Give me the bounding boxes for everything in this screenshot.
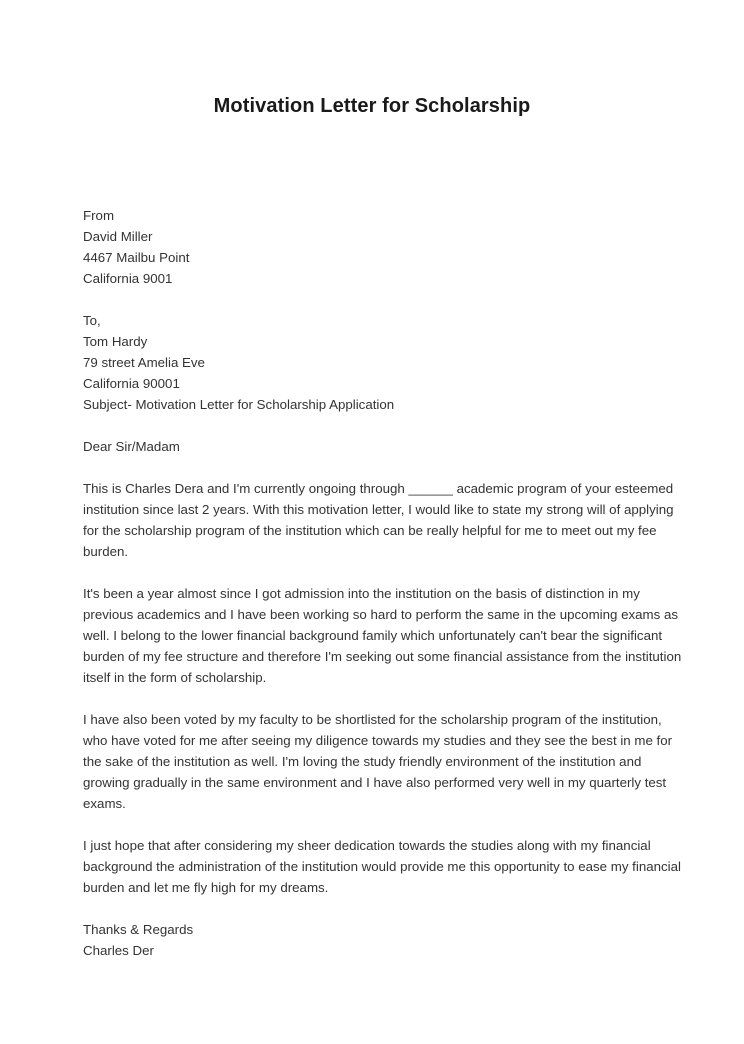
letter-body (83, 205, 685, 961)
recipient-street: 79 street Amelia Eve (83, 355, 205, 370)
subject-line: Subject- Motivation Letter for Scholarship Application (83, 397, 395, 412)
sender-address-block (83, 205, 685, 289)
paragraph-text: I just hope that after considering my sheer dedication towards the studies along with my financial background the administration of the institution would provide me this opportunity to ease my financial burden and let me fly high for my dreams. (83, 838, 681, 895)
recipient-name: Tom Hardy (83, 334, 148, 349)
letter-paragraph-2 (83, 583, 685, 688)
recipient-label: To, (83, 313, 101, 328)
recipient-city-zip: California 90001 (83, 376, 180, 391)
closing-regards: Thanks & Regards (83, 922, 194, 937)
letter-paragraph-1 (83, 478, 685, 562)
paragraph-text: This is Charles Dera and I'm currently ongoing through ______ academic program of your esteemed institution since last 2 years. With this motivation letter, I would like to state my strong will of applying for the scholarship program of the institution which can be really helpful for me to meet out my fee burden. (83, 481, 674, 559)
salutation: Dear Sir/Madam (83, 439, 180, 454)
letter-paragraph-4 (83, 835, 685, 898)
page-title: Motivation Letter for Scholarship (213, 95, 531, 118)
letter-paragraph-3 (83, 709, 685, 814)
sender-city-zip: California 9001 (83, 271, 173, 286)
paragraph-text: I have also been voted by my faculty to be shortlisted for the scholarship program of the institution, who have voted for me after seeing my diligence towards my studies and they see the best in me for the sake of the institution as well. I'm loving the study friendly environment of the institution and growing gradually in the same environment and I have also performed very well in my quarterly test exams. (83, 712, 673, 811)
sender-street: 4467 Mailbu Point (83, 250, 190, 265)
sender-name: David Miller (83, 229, 153, 244)
salutation-block (83, 436, 685, 457)
closing-block (83, 919, 685, 961)
paragraph-text: It's been a year almost since I got admission into the institution on the basis of distinction in my previous academics and I have been working so hard to perform the same in the upcoming exams as well. I belong to the lower financial background family which unfortunately can't bear the significant burden of my fee structure and therefore I'm seeking out some financial assistance from the institution itself in the form of scholarship. (83, 586, 682, 685)
sender-label: From (83, 208, 115, 223)
closing-signature: Charles Der (83, 943, 154, 958)
recipient-address-block (83, 310, 685, 415)
